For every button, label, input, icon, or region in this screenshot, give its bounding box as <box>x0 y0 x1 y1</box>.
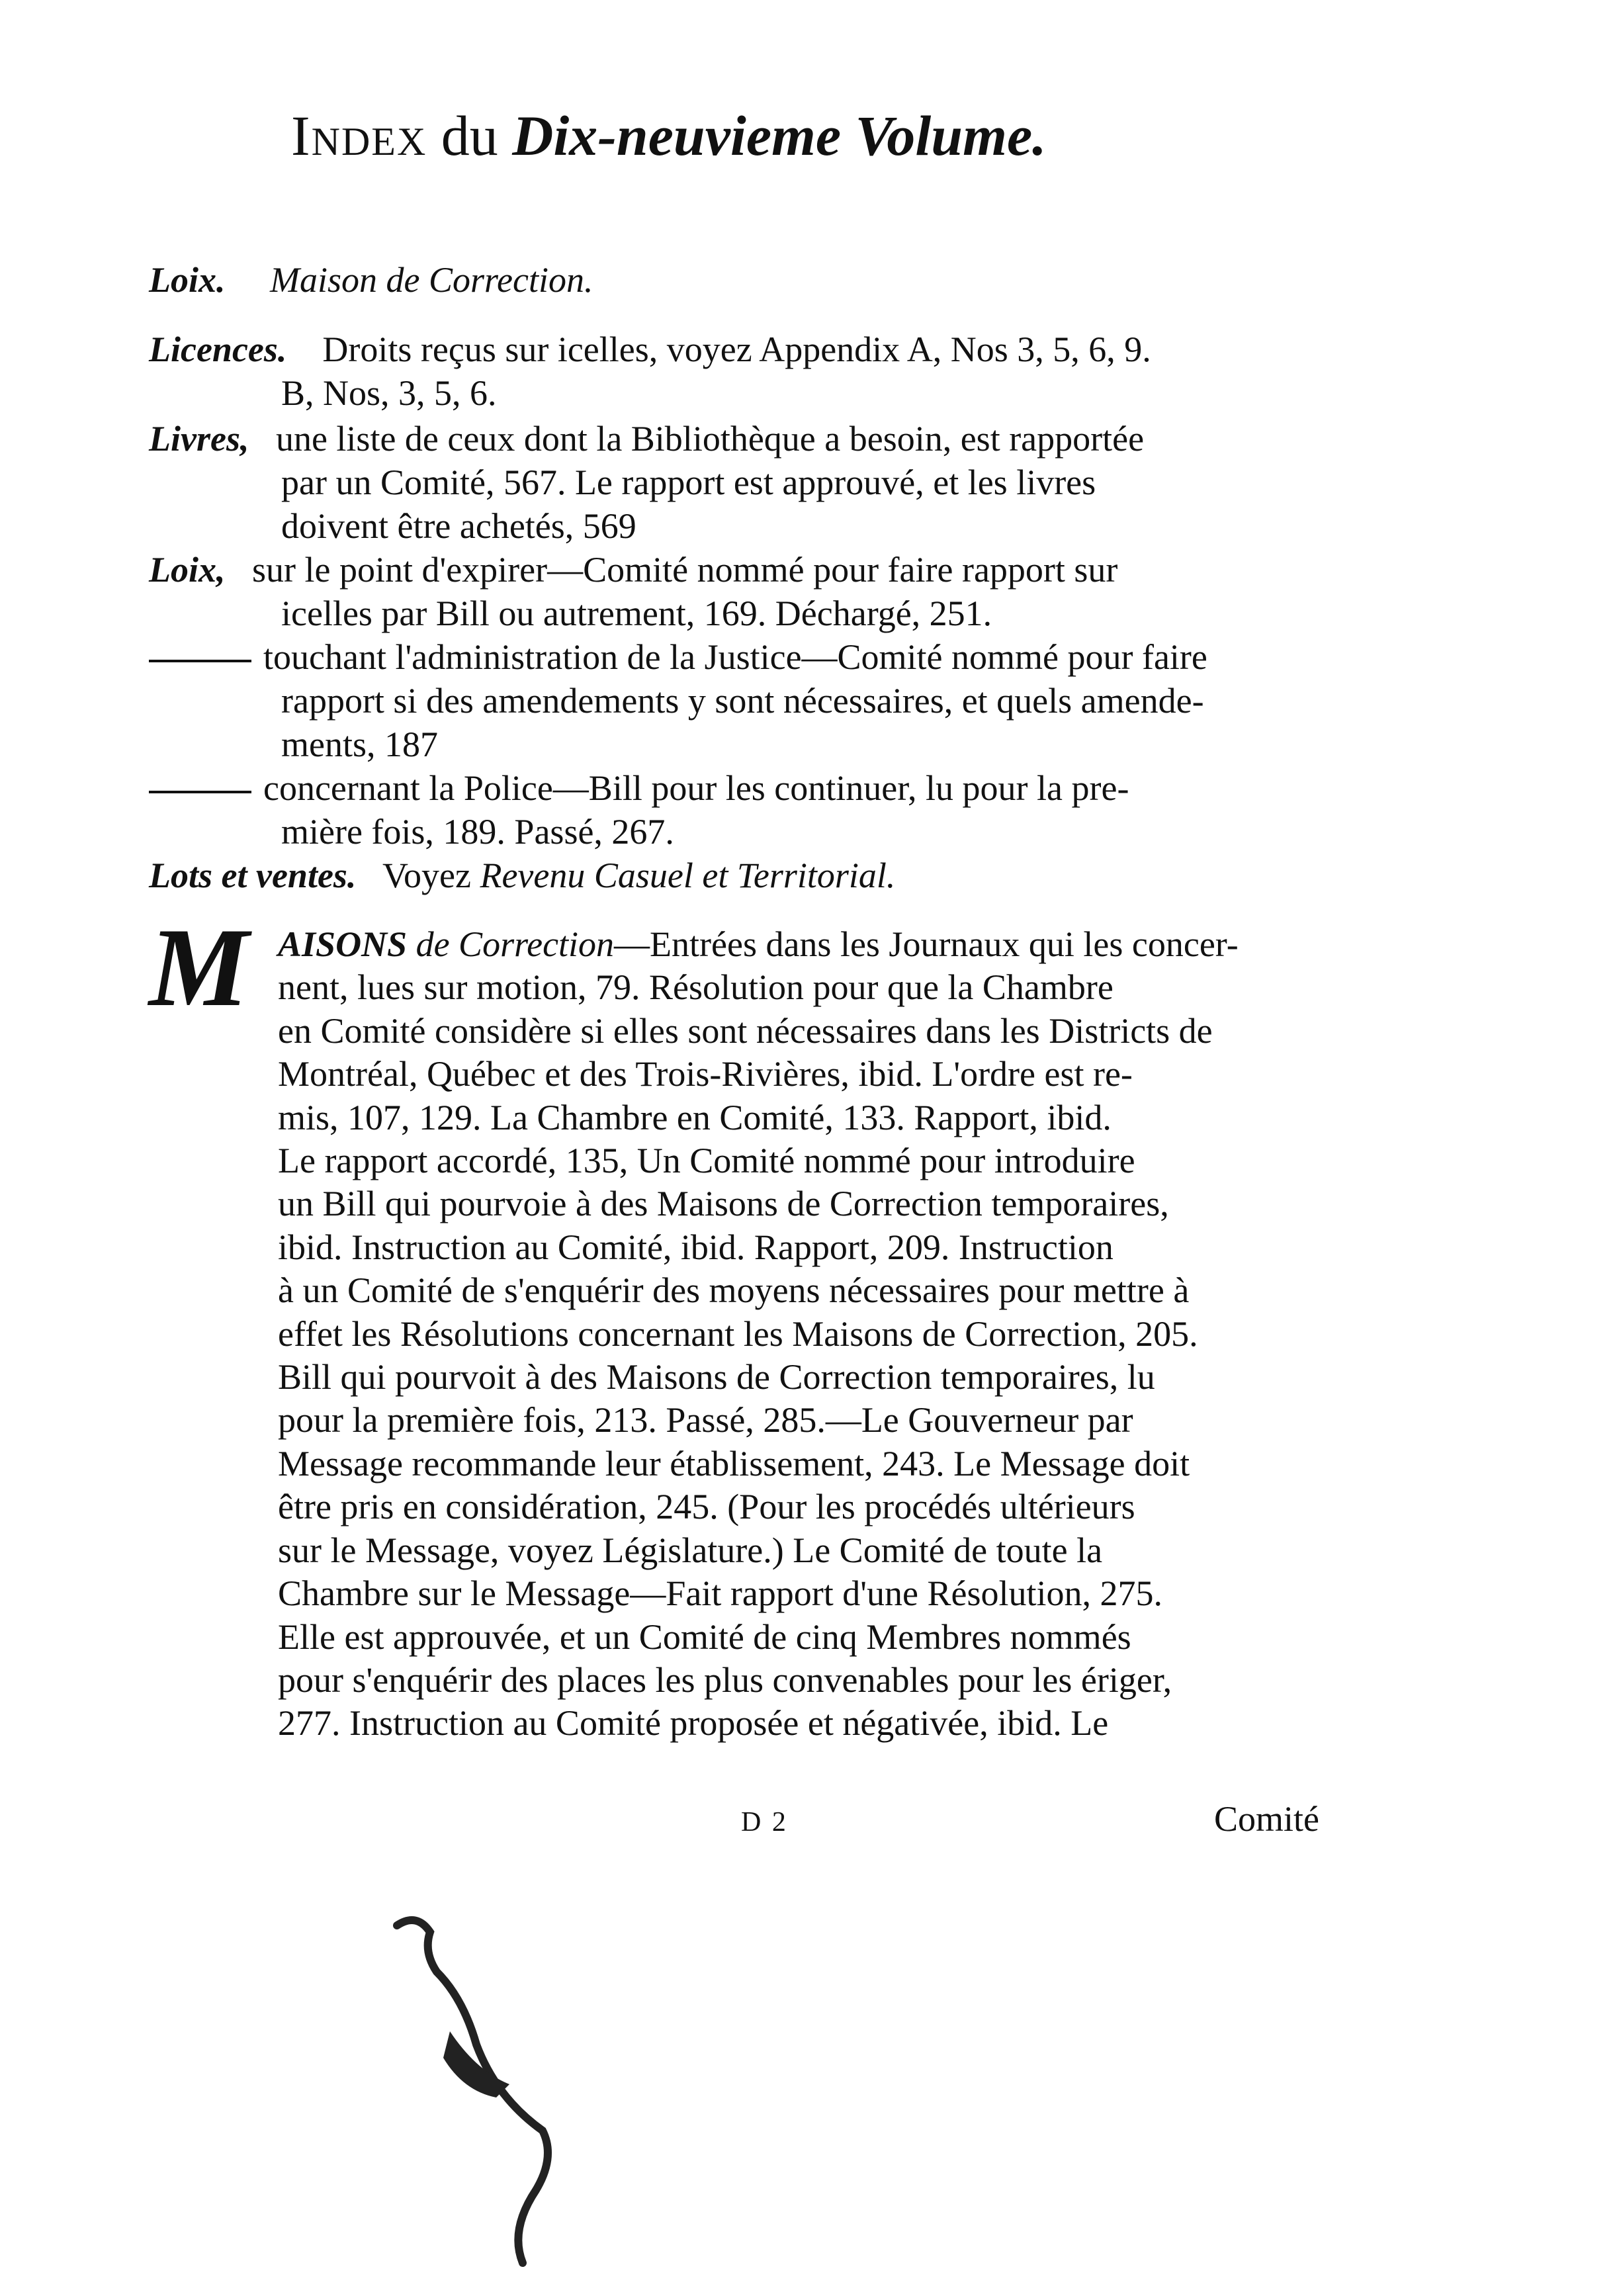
entry-concernant <box>149 766 1409 854</box>
entry-head: Loix, <box>149 550 226 590</box>
drop-cap: M <box>149 905 249 1030</box>
page-title <box>291 99 1323 172</box>
maisons-line: mis, 107, 129. La Chambre en Comité, 133. Rapport, ibid. <box>278 1097 1112 1137</box>
entry-text-line: ments, 187 <box>281 725 438 764</box>
ditto-dash <box>149 660 251 662</box>
maisons-line: Montréal, Québec et des Trois-Rivières, ibid. L'ordre est re- <box>278 1054 1133 1094</box>
entry-licences <box>149 328 1409 415</box>
entry-text-line: icelles par Bill ou autrement, 169. Déchargé, 251. <box>281 594 992 633</box>
title-du: du <box>441 104 498 167</box>
maisons-line: être pris en considération, 245. (Pour les procédés ultérieurs <box>278 1487 1135 1527</box>
entry-head: Licences. <box>149 330 287 369</box>
entry-ref: Revenu Casuel et Territorial. <box>480 856 896 895</box>
maisons-line: un Bill qui pourvoie à des Maisons de Correction temporaires, <box>278 1184 1169 1224</box>
entry-lots <box>149 854 1409 897</box>
maisons-line: 277. Instruction au Comité proposée et négativée, ibid. Le <box>278 1703 1109 1744</box>
ink-stain-icon <box>371 1886 569 2296</box>
catchword: Comité <box>1214 1799 1319 1839</box>
maisons-line: Bill qui pourvoit à des Maisons de Correction temporaires, lu <box>278 1357 1155 1397</box>
maisons-line: Chambre sur le Message—Fait rapport d'une Résolution, 275. <box>278 1573 1163 1614</box>
title-index-word: Index <box>291 104 427 167</box>
maisons-line: nent, lues sur motion, 79. Résolution pour que la Chambre <box>278 967 1114 1008</box>
maisons-line: pour s'enquérir des places les plus convenables pour les ériger, <box>278 1659 1172 1700</box>
title-volume: Dix-neuvieme Volume. <box>512 104 1047 167</box>
entry-head: Livres, <box>149 419 249 459</box>
entry-text: Maison de Correction. <box>270 260 593 300</box>
entry-text-line: doivent être achetés, 569 <box>281 506 636 546</box>
entry-text-line: sur le point d'expirer—Comité nommé pour faire rapport sur <box>252 550 1118 590</box>
maisons-line: à un Comité de s'enquérir des moyens nécessaires pour mettre à <box>278 1270 1190 1311</box>
entry-text-line: une liste de ceux dont la Bibliothèque a besoin, est rapportée <box>275 419 1145 459</box>
signature-mark: D 2 <box>741 1807 788 1837</box>
maisons-line: Le rapport accordé, 135, Un Comité nommé pour introduire <box>278 1141 1135 1181</box>
maisons-line-text: —Entrées dans les Journaux qui les concer- <box>614 924 1239 964</box>
ditto-dash <box>149 791 251 793</box>
entry-text-line: B, Nos, 3, 5, 6. <box>281 373 497 413</box>
maisons-head: AISONS <box>278 924 408 964</box>
maisons-line: effet les Résolutions concernant les Maisons de Correction, 205. <box>278 1313 1198 1354</box>
maisons-line: ibid. Instruction au Comité, ibid. Rapport, 209. Instruction <box>278 1227 1114 1267</box>
entry-text-line: touchant l'administration de la Justice—Comité nommé pour faire <box>263 637 1207 677</box>
entry-text-line: rapport si des amendements y sont nécessaires, et quels amende- <box>281 681 1204 721</box>
maisons-line: sur le Message, voyez Législature.) Le Comité de toute la <box>278 1530 1103 1570</box>
entry-head: Loix. <box>149 260 226 300</box>
entry-text-line: concernant la Police—Bill pour les continuer, lu pour la pre- <box>263 768 1129 808</box>
entry-touchant <box>149 635 1409 766</box>
entry-text-line: mière fois, 189. Passé, 267. <box>281 812 674 852</box>
entry-loix-maison <box>149 258 1409 302</box>
entry-voyez: Voyez <box>382 856 471 895</box>
maisons-line: Message recommande leur établissement, 243. Le Message doit <box>278 1443 1190 1483</box>
maisons-line: pour la première fois, 213. Passé, 285.—Le Gouverneur par <box>278 1400 1133 1440</box>
entry-maisons <box>149 905 1409 1745</box>
maisons-line: Elle est approuvée, et un Comité de cinq Membres nommés <box>278 1616 1131 1657</box>
entry-text-line: par un Comité, 567. Le rapport est approuvé, et les livres <box>281 463 1096 502</box>
maisons-body <box>149 966 1409 1745</box>
maisons-line: en Comité considère si elles sont nécessaires dans les Districts de <box>278 1010 1213 1051</box>
maisons-head-de: de Correction <box>415 924 615 964</box>
entry-head: Lots et ventes. <box>149 856 357 895</box>
entry-text-line: Droits reçus sur icelles, voyez Appendix A, Nos 3, 5, 6, 9. <box>322 330 1151 369</box>
maisons-line <box>149 923 1409 966</box>
entry-loix-expirer <box>149 548 1409 635</box>
entry-livres <box>149 417 1409 548</box>
